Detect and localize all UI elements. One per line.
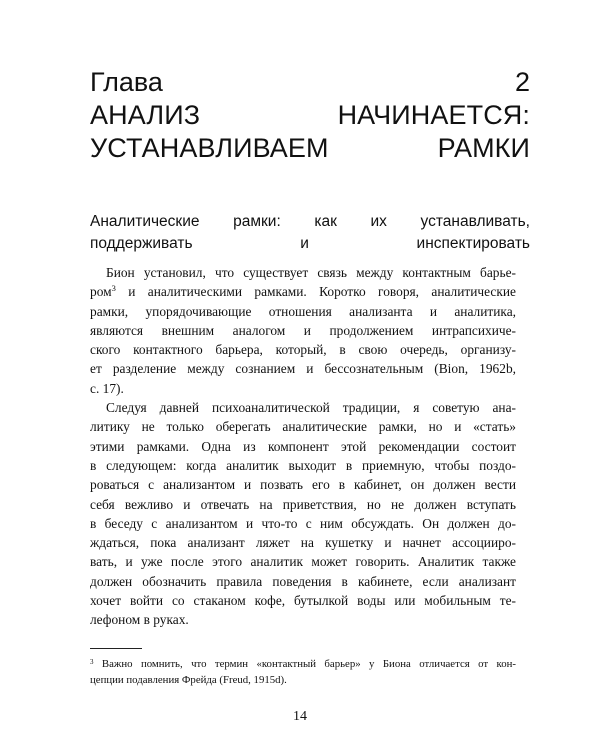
text-line: ет разделение между сознанием и бессознательным (Bion, 1962b,: [90, 361, 516, 377]
section-heading-line-2: поддерживать и инспектировать: [90, 235, 530, 252]
body-text: [90, 263, 516, 630]
text-line: в беседу с анализантом и что-то с ним обсуждать. Он должен до-: [90, 515, 516, 531]
footnote: [90, 656, 516, 688]
text-line: роваться с анализантом и позвать его в кабинет, он должен вести: [90, 477, 516, 493]
text-line: являются внешним аналогом и продолжением интрапсихиче-: [90, 322, 516, 338]
chapter-title-line-1: АНАЛИЗ НАЧИНАЕТСЯ:: [90, 100, 530, 130]
text-line: Бион установил, что существует связь между контактным барье-: [106, 265, 516, 280]
chapter-label: Глава 2: [90, 67, 530, 97]
text-line: ждаться, пока анализант ляжет на кушетку и начнет ассоцииро-: [90, 535, 516, 551]
footnote-line-1: [90, 656, 516, 672]
text-line: литику не только оберегать аналитические рамки, но и «стать»: [90, 419, 516, 435]
footnote-marker: 3: [90, 658, 94, 666]
chapter-title-line-2: УСТАНАВЛИВАЕМ РАМКИ: [90, 133, 530, 163]
text-line: лефоном в руках.: [90, 612, 189, 628]
paragraph-2: [90, 398, 516, 630]
text-line: себя вежливо и отвечать на приветствия, но не должен вступать: [90, 496, 516, 512]
text-line: в следующем: когда аналитик выходит в приемную, чтобы поздо-: [90, 457, 516, 473]
text-fragment: и аналитическими рамками. Коротко говоря, аналитические: [115, 284, 516, 300]
text-line: с. 17).: [90, 380, 124, 396]
text-fragment: ром: [90, 284, 112, 300]
text-line: должен обозначить правила поведения в кабинете, если анализант: [90, 573, 516, 589]
section-heading-line-1: Аналитические рамки: как их устанавливать,: [90, 213, 530, 230]
footnote-line-2: цепции подавления Фрейда (Freud, 1915d).: [90, 674, 287, 686]
text-line: [90, 282, 516, 301]
footnote-separator: [90, 648, 142, 649]
text-line: Следуя давней психоаналитической традиции, я советую ана-: [106, 400, 516, 416]
text-line: этими рамками. Одна из компонент этой рекомендации состоит: [90, 438, 516, 454]
text-line: ского контактного барьера, который, в свою очередь, организу-: [90, 342, 516, 358]
section-heading: [90, 211, 530, 255]
page-number: 14: [293, 709, 307, 724]
chapter-heading: [90, 66, 530, 165]
text-line: хочет войти со стаканом кофе, бутылкой воды или мобильным те-: [90, 593, 516, 609]
text-line: вать, и уже после этого аналитик может говорить. Аналитик также: [90, 554, 516, 570]
footnote-ref: 3: [111, 283, 116, 294]
footnote-text: Важно помнить, что термин «контактный барьер» у Биона отличается от кон-: [93, 658, 516, 670]
paragraph-1: [90, 263, 516, 398]
text-line: рамки, упорядочивающие отношения анализанта и аналитика,: [90, 303, 516, 319]
